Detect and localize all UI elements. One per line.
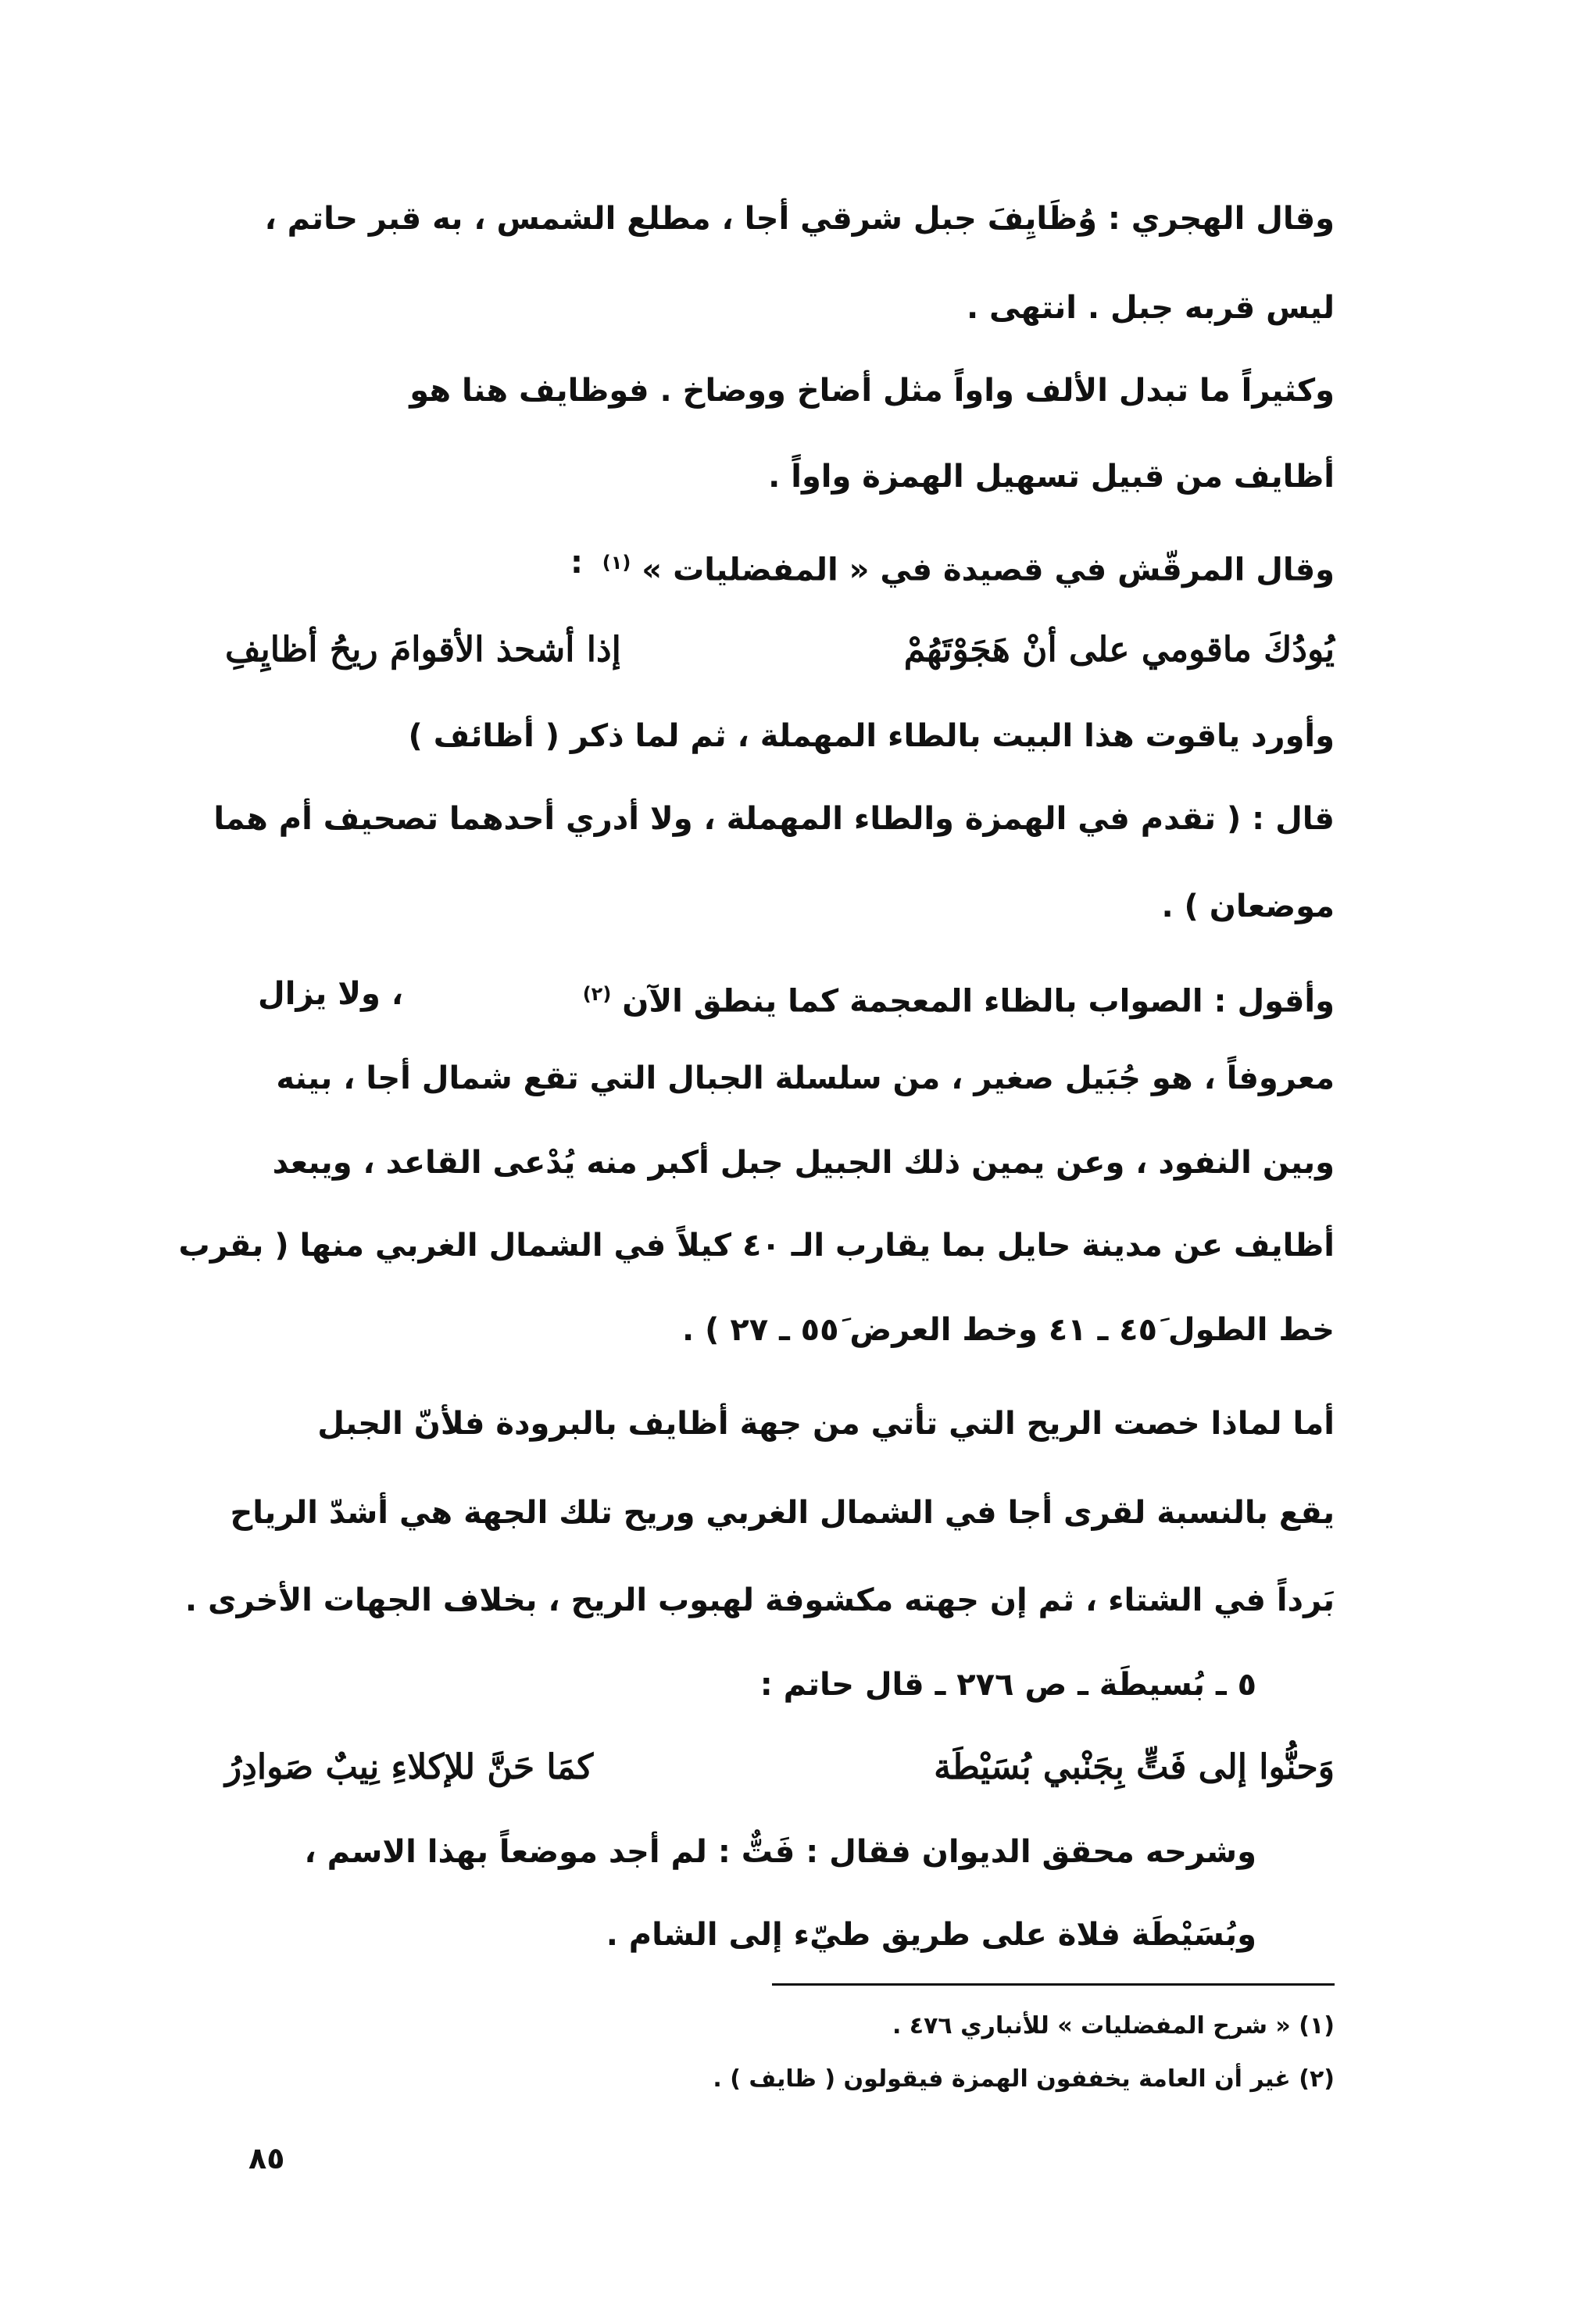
text-line: وكثيراً ما تبدل الألف واواً مثل أضاخ ووضاخ . فوظايف هنا هو bbox=[409, 373, 1335, 409]
text-line: ، ولا يزال bbox=[258, 976, 404, 1012]
text-line: خط الطول ٤٥َ ـ ٤١ وخط العرض ٥٥َ ـ ٢٧ ) . bbox=[681, 1312, 1335, 1348]
text-line: ليس قربه جبل . انتهى . bbox=[966, 290, 1335, 326]
text-line: بَرداً في الشتاء ، ثم إن جهته مكشوفة لهبوب الريح ، بخلاف الجهات الأخرى . bbox=[184, 1582, 1335, 1618]
verse-hemistich: كمَا حَنَّ للإكلاءِ نِيبٌ صَوادِرُ bbox=[225, 1747, 594, 1787]
text-line: أظايف عن مدينة حايل بما يقارب الـ ٤٠ كيلاً في الشمال الغربي منها ( بقرب bbox=[178, 1228, 1335, 1264]
text-line: قال : ( تقدم في الهمزة والطاء المهملة ، ولا أدري أحدهما تصحيف أم هما bbox=[213, 801, 1335, 837]
footnote: (٢) غير أن العامة يخففون الهمزة فيقولون ( ظايف ) . bbox=[713, 2065, 1335, 2093]
text-line: أما لماذا خصت الريح التي تأتي من جهة أظايف بالبرودة فلأنّ الجبل bbox=[317, 1406, 1335, 1442]
text-line: معروفاً ، هو جُبَيل صغير ، من سلسلة الجبال التي تقع شمال أجا ، بينه bbox=[276, 1060, 1335, 1096]
text-line: وشرحه محقق الديوان فقال : فَتٌّ : لم أجد موضعاً بهذا الاسم ، bbox=[304, 1834, 1256, 1870]
footnote-separator bbox=[772, 1983, 1335, 1986]
text-line: ٥ ـ بُسيطَة ـ ص ٢٧٦ ـ قال حاتم : bbox=[759, 1667, 1256, 1703]
verse-hemistich: وَحنُّوا إلى فَتٍّ بِجَنْبي بُسَيْطَة bbox=[934, 1747, 1335, 1787]
verse-hemistich: إذا أشحذ الأقوامَ ريحُ أظايِفِ bbox=[225, 630, 621, 670]
line-text: وأقول : الصواب بالظاء المعجمة كما ينطق الآن bbox=[622, 983, 1335, 1020]
verse-hemistich: يُودُكَ ماقومي على أنْ هَجَوْتَهُمْ bbox=[903, 630, 1335, 670]
footnote-marker: (١) bbox=[602, 552, 631, 574]
colon: : bbox=[570, 545, 583, 581]
text-line: وقال الهجري : وُظَايِفَ جبل شرقي أجا ، مطلع الشمس ، به قبر حاتم ، bbox=[264, 201, 1335, 237]
text-line: أظايف من قبيل تسهيل الهمزة واواً . bbox=[768, 459, 1335, 495]
footnote: (١) « شرح المفضليات » للأنباري ٤٧٦ . bbox=[892, 2012, 1335, 2040]
text-line: موضعان ) . bbox=[1161, 888, 1335, 924]
text-line: وأورد ياقوت هذا البيت بالطاء المهملة ، ثم لما ذكر ( أظائف ) bbox=[408, 718, 1335, 754]
text-line: وبين النفود ، وعن يمين ذلك الجبيل جبل أكبر منه يُدْعى القاعد ، ويبعد bbox=[272, 1145, 1335, 1181]
text-line bbox=[602, 538, 1335, 595]
text-line: وبُسَيْطَة فلاة على طريق طيّء إلى الشام . bbox=[606, 1917, 1256, 1953]
footnote-marker: (٢) bbox=[582, 983, 612, 1005]
line-text: وقال المرقّش في قصيدة في « المفضليات » bbox=[642, 552, 1335, 588]
text-line bbox=[553, 969, 1335, 1026]
text-line: يقع بالنسبة لقرى أجا في الشمال الغربي وريح تلك الجهة هي أشدّ الرياح bbox=[230, 1495, 1335, 1531]
page-number: ٨٥ bbox=[248, 2141, 285, 2176]
